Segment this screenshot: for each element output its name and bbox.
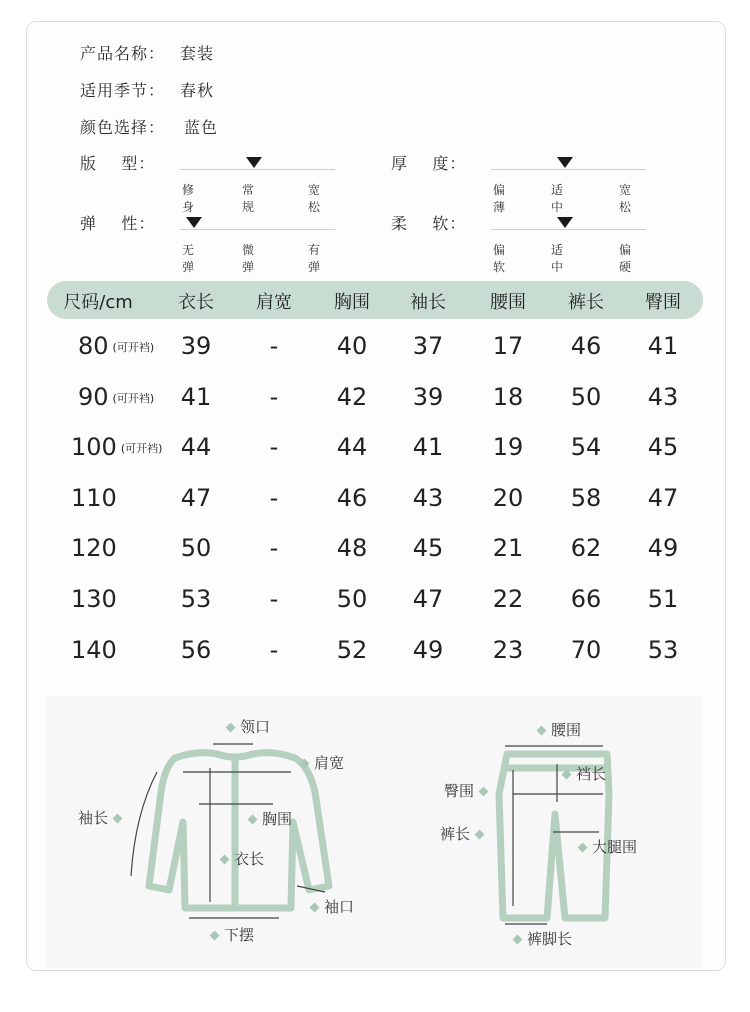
elasticity-track [180, 229, 335, 230]
pants-length-label: 裤长 [440, 823, 489, 844]
table-cell: - [269, 585, 279, 613]
table-cell: 44 [336, 433, 368, 462]
waist-label: 腰围 [532, 719, 581, 740]
table-cell: 45 [412, 534, 444, 563]
fit-option: 常规 [242, 183, 255, 214]
thickness-track [491, 169, 646, 170]
softness-option: 适中 [551, 243, 564, 274]
table-cell: 42 [336, 382, 368, 411]
table-cell: 70 [570, 635, 602, 664]
elasticity-indicator [186, 217, 202, 228]
table-cell: 49 [412, 635, 444, 664]
softness-option: 偏硬 [619, 243, 632, 274]
season-row [80, 78, 214, 101]
column-header: 臀围 [645, 292, 681, 313]
thigh-label: 大腿围 [573, 836, 637, 857]
size-cell [71, 585, 117, 613]
softness-option: 偏软 [493, 243, 506, 274]
size-cell [71, 484, 117, 512]
crotch-note: (可开裆) [120, 442, 163, 456]
table-cell: 53 [647, 635, 679, 664]
table-cell: 39 [412, 382, 444, 411]
fit-indicator [246, 157, 262, 168]
crotch-note: (可开裆) [112, 391, 155, 405]
garment-illustration [47, 696, 703, 968]
table-cell: 44 [180, 433, 212, 462]
table-cell: 47 [647, 483, 679, 512]
elasticity-option: 有弹 [308, 243, 321, 274]
hem-label: 下摆 [205, 924, 254, 945]
season-label: 适用季节： [80, 81, 166, 100]
table-cell: 46 [570, 332, 602, 360]
fit-track [180, 169, 335, 170]
measurement-diagram [47, 696, 703, 968]
collar-label: 领口 [221, 716, 270, 737]
table-cell: 45 [647, 433, 679, 462]
crotch-note: (可开裆) [112, 341, 155, 354]
table-cell: 54 [570, 433, 602, 462]
diamond-icon [113, 814, 123, 824]
table-cell: 43 [647, 382, 679, 411]
table-cell: 46 [336, 483, 368, 512]
diamond-icon [220, 855, 230, 865]
table-cell: 43 [412, 483, 444, 512]
diamond-icon [226, 723, 236, 733]
size-column-header: 尺码/cm [63, 292, 133, 313]
leg-opening-label: 裤脚长 [508, 928, 572, 949]
size-cell [71, 636, 117, 664]
shoulder-label: 肩宽 [295, 752, 344, 773]
length-label: 衣长 [215, 848, 264, 869]
table-cell: 41 [180, 382, 212, 411]
table-cell: 47 [412, 585, 444, 613]
table-cell: 62 [570, 534, 602, 563]
size-cell [71, 433, 162, 461]
column-header: 裤长 [568, 292, 604, 313]
color-row [80, 115, 218, 138]
table-cell: 41 [647, 332, 679, 360]
diamond-icon [479, 787, 489, 797]
diamond-icon [562, 770, 572, 780]
size-cell [78, 332, 154, 360]
table-cell: 23 [492, 635, 524, 664]
column-header: 胸围 [334, 292, 370, 313]
diamond-icon [248, 815, 258, 825]
thickness-option: 宽松 [619, 183, 632, 214]
color-value: 蓝色 [184, 118, 219, 137]
table-cell: 56 [180, 635, 212, 664]
size-cell [78, 383, 154, 411]
sleeve-label: 袖长 [78, 807, 127, 828]
thickness-indicator [557, 157, 573, 168]
size-value: 130 [71, 585, 117, 613]
diamond-icon [310, 903, 320, 913]
table-cell: 51 [647, 585, 679, 613]
table-cell: - [269, 635, 279, 664]
table-cell: - [269, 433, 279, 462]
table-cell: - [269, 382, 279, 411]
thickness-option: 偏薄 [493, 183, 506, 214]
size-value: 110 [71, 483, 117, 512]
cuff-label: 袖口 [305, 896, 354, 917]
table-cell: 19 [492, 433, 524, 462]
diamond-icon [537, 726, 547, 736]
table-cell: 41 [412, 433, 444, 462]
table-cell: 21 [492, 534, 524, 563]
rise-label: 裆长 [557, 763, 606, 784]
fit-option: 宽松 [308, 183, 321, 214]
table-cell: 52 [336, 635, 368, 664]
softness-indicator [557, 217, 573, 228]
table-cell: 50 [570, 382, 602, 411]
size-value: 140 [71, 635, 117, 664]
table-cell: 53 [180, 585, 212, 613]
diamond-icon [578, 843, 588, 853]
softness-label: 柔 软： [391, 214, 467, 233]
elasticity-option: 微弹 [242, 243, 255, 274]
size-value: 120 [71, 534, 117, 563]
elasticity-label: 弹 性： [80, 214, 156, 233]
table-cell: - [269, 483, 279, 512]
fit-option: 修身 [182, 183, 195, 214]
table-cell: - [269, 534, 279, 563]
table-cell: 58 [570, 483, 602, 512]
table-cell: 37 [412, 332, 444, 360]
softness-track [491, 229, 646, 230]
color-label: 颜色选择： [80, 118, 166, 137]
hip-label: 臀围 [444, 780, 493, 801]
chest-label: 胸围 [243, 808, 292, 829]
column-header: 腰围 [490, 292, 526, 313]
size-value: 100 [71, 433, 117, 462]
diamond-icon [475, 830, 485, 840]
diamond-icon [300, 759, 310, 769]
product-name-row [80, 41, 214, 64]
column-header: 袖长 [410, 292, 446, 313]
table-cell: 40 [336, 332, 368, 360]
table-cell: - [269, 332, 279, 360]
product-name-value: 套装 [180, 44, 215, 63]
table-cell: 47 [180, 483, 212, 512]
size-value: 90 [78, 382, 109, 411]
diamond-icon [513, 935, 523, 945]
table-cell: 18 [492, 382, 524, 411]
table-cell: 22 [492, 585, 524, 613]
column-header: 衣长 [178, 292, 214, 313]
table-cell: 20 [492, 483, 524, 512]
product-name-label: 产品名称： [80, 44, 166, 63]
size-cell [71, 534, 117, 562]
jacket-outline [149, 753, 329, 908]
column-header: 肩宽 [256, 292, 292, 313]
elasticity-option: 无弹 [182, 243, 195, 274]
table-cell: 50 [180, 534, 212, 563]
thickness-label: 厚 度： [391, 154, 467, 173]
table-cell: 39 [180, 332, 212, 360]
season-value: 春秋 [180, 81, 215, 100]
thickness-option: 适中 [551, 183, 564, 214]
size-value: 80 [78, 332, 109, 360]
table-cell: 17 [492, 332, 524, 360]
table-cell: 49 [647, 534, 679, 563]
diamond-icon [210, 931, 220, 941]
fit-label: 版 型： [80, 154, 156, 173]
table-cell: 66 [570, 585, 602, 613]
table-cell: 50 [336, 585, 368, 613]
table-cell: 48 [336, 534, 368, 563]
